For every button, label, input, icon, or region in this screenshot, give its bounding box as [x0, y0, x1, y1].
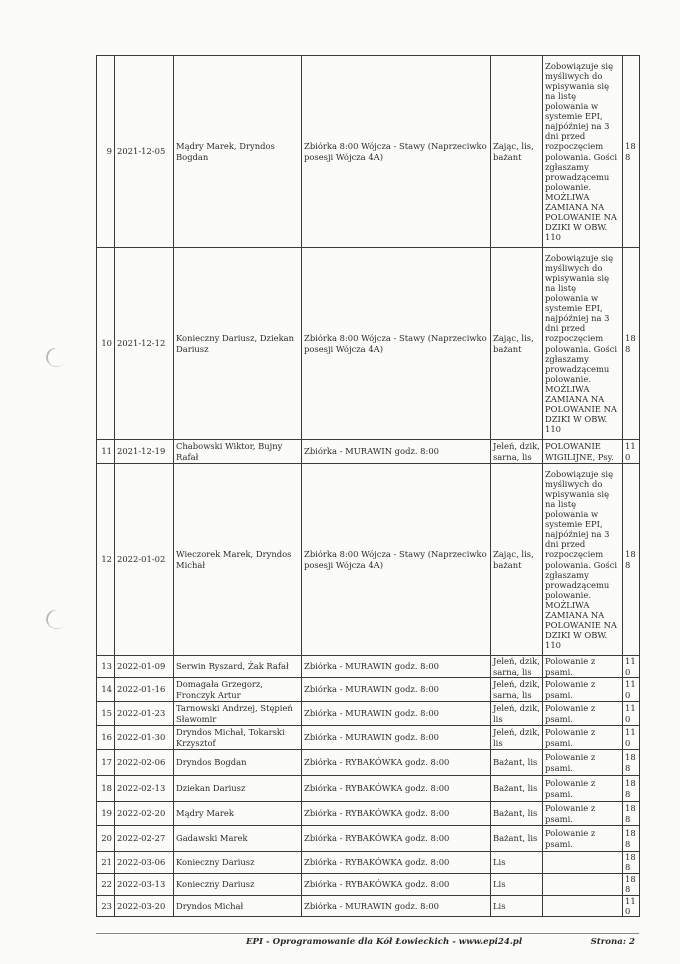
hunt-leaders: Dziekan Dariusz: [174, 776, 302, 802]
hunt-date: 2021-12-19: [115, 440, 174, 464]
page-number: Strona: 2: [590, 937, 635, 947]
meeting-point: Zbiórka - MURAWIN godz. 8:00: [302, 440, 491, 464]
hunt-notes: Polowanie z psami.: [543, 776, 623, 802]
game-species: Jeleń, dzik, sarna, lis: [491, 440, 543, 464]
meeting-point: Zbiórka - RYBAKÓWKA godz. 8:00: [302, 826, 491, 852]
hunt-notes: Polowanie z psami.: [543, 802, 623, 826]
table-row: [97, 440, 640, 464]
hunting-area: 188: [623, 802, 640, 826]
table-row: [97, 656, 640, 678]
row-number: 10: [97, 248, 115, 440]
hunt-notes: Zobowiązuje się myśliwych do wpisywania się na listę polowania w systemie EPI, najpóźniej na 3 dni przed rozpoczęciem polowania. Gości zgłaszamy prowadzącemu polowanie. MOŻLIWA ZAMIANA NA POLOWANIE NA DZIKI W OBW. 110: [543, 464, 623, 656]
game-species: Bażant, lis: [491, 802, 543, 826]
game-species: Zając, lis, bażant: [491, 248, 543, 440]
meeting-point: Zbiórka - RYBAKÓWKA godz. 8:00: [302, 776, 491, 802]
hunt-notes: Zobowiązuje się myśliwych do wpisywania się na listę polowania w systemie EPI, najpóźniej na 3 dni przed rozpoczęciem polowania. Gości zgłaszamy prowadzącemu polowanie. MOŻLIWA ZAMIANA NA POLOWANIE NA DZIKI W OBW. 110: [543, 56, 623, 248]
table-row: [97, 56, 640, 248]
game-species: Jeleń, dzik, lis: [491, 702, 543, 726]
hunt-leaders: Mądry Marek, Dryndos Bogdan: [174, 56, 302, 248]
hunt-date: 2022-01-23: [115, 702, 174, 726]
game-species: Bażant, lis: [491, 750, 543, 776]
hunt-date: 2022-02-20: [115, 802, 174, 826]
meeting-point: Zbiórka 8:00 Wójcza - Stawy (Naprzeciwko posesji Wójcza 4A): [302, 248, 491, 440]
table-row: [97, 464, 640, 656]
row-number: 17: [97, 750, 115, 776]
hunt-leaders: Chabowski Wiktor, Bujny Rafał: [174, 440, 302, 464]
row-number: 23: [97, 895, 115, 917]
table-row: [97, 895, 640, 917]
meeting-point: Zbiórka - RYBAKÓWKA godz. 8:00: [302, 750, 491, 776]
hunt-date: 2021-12-12: [115, 248, 174, 440]
meeting-point: Zbiórka 8:00 Wójcza - Stawy (Naprzeciwko posesji Wójcza 4A): [302, 56, 491, 248]
hunting-area: 188: [623, 56, 640, 248]
row-number: 16: [97, 726, 115, 750]
hunt-notes: Polowanie z psami.: [543, 726, 623, 750]
hunting-area: 188: [623, 750, 640, 776]
row-number: 14: [97, 678, 115, 702]
hunt-notes: [543, 895, 623, 917]
hunt-date: 2022-01-02: [115, 464, 174, 656]
meeting-point: Zbiórka - MURAWIN godz. 8:00: [302, 678, 491, 702]
hunt-leaders: Gadawski Marek: [174, 826, 302, 852]
meeting-point: Zbiórka - RYBAKÓWKA godz. 8:00: [302, 873, 491, 895]
meeting-point: Zbiórka - RYBAKÓWKA godz. 8:00: [302, 802, 491, 826]
hunt-date: 2022-02-06: [115, 750, 174, 776]
row-number: 15: [97, 702, 115, 726]
game-species: Lis: [491, 895, 543, 917]
row-number: 11: [97, 440, 115, 464]
hunting-area: 188: [623, 873, 640, 895]
meeting-point: Zbiórka - MURAWIN godz. 8:00: [302, 702, 491, 726]
hunting-area: 188: [623, 852, 640, 874]
game-species: Jeleń, dzik, sarna, lis: [491, 678, 543, 702]
page-footer: [96, 933, 639, 948]
row-number: 12: [97, 464, 115, 656]
game-species: Bażant, lis: [491, 826, 543, 852]
hunting-area: 110: [623, 656, 640, 678]
punch-hole-mark: [43, 607, 68, 632]
hunting-area: 110: [623, 895, 640, 917]
hunt-leaders: Mądry Marek: [174, 802, 302, 826]
table-row: [97, 873, 640, 895]
game-species: Zając, lis, bażant: [491, 464, 543, 656]
hunting-area: 188: [623, 776, 640, 802]
meeting-point: Zbiórka 8:00 Wójcza - Stawy (Naprzeciwko posesji Wójcza 4A): [302, 464, 491, 656]
meeting-point: Zbiórka - RYBAKÓWKA godz. 8:00: [302, 852, 491, 874]
meeting-point: Zbiórka - MURAWIN godz. 8:00: [302, 726, 491, 750]
hunt-notes: [543, 852, 623, 874]
hunting-area: 110: [623, 678, 640, 702]
game-species: Zając, lis, bażant: [491, 56, 543, 248]
hunt-notes: Zobowiązuje się myśliwych do wpisywania się na listę polowania w systemie EPI, najpóźniej na 3 dni przed rozpoczęciem polowania. Gości zgłaszamy prowadzącemu polowanie. MOŻLIWA ZAMIANA NA POLOWANIE NA DZIKI W OBW. 110: [543, 248, 623, 440]
game-species: Jeleń, dzik, lis: [491, 726, 543, 750]
table-row: [97, 852, 640, 874]
hunt-leaders: Dryndos Michał: [174, 895, 302, 917]
hunt-leaders: Tarnowski Andrzej, Stępień Sławomir: [174, 702, 302, 726]
row-number: 9: [97, 56, 115, 248]
game-species: Lis: [491, 873, 543, 895]
row-number: 19: [97, 802, 115, 826]
game-species: Lis: [491, 852, 543, 874]
hunt-notes: Polowanie z psami.: [543, 826, 623, 852]
meeting-point: Zbiórka - MURAWIN godz. 8:00: [302, 656, 491, 678]
table-row: [97, 726, 640, 750]
hunt-leaders: Wieczorek Marek, Dryndos Michał: [174, 464, 302, 656]
hunt-date: 2021-12-05: [115, 56, 174, 248]
hunt-leaders: Dryndos Bogdan: [174, 750, 302, 776]
hunt-notes: Polowanie z psami.: [543, 678, 623, 702]
hunt-date: 2022-02-13: [115, 776, 174, 802]
punch-hole-mark: [43, 345, 68, 370]
hunt-date: 2022-03-13: [115, 873, 174, 895]
hunting-area: 110: [623, 726, 640, 750]
table-row: [97, 750, 640, 776]
hunt-date: 2022-01-09: [115, 656, 174, 678]
row-number: 13: [97, 656, 115, 678]
hunting-area: 188: [623, 248, 640, 440]
hunt-date: 2022-03-06: [115, 852, 174, 874]
table-row: [97, 776, 640, 802]
game-species: Bażant, lis: [491, 776, 543, 802]
hunt-date: 2022-01-16: [115, 678, 174, 702]
meeting-point: Zbiórka - MURAWIN godz. 8:00: [302, 895, 491, 917]
hunt-leaders: Konieczny Dariusz: [174, 873, 302, 895]
hunt-leaders: Konieczny Dariusz: [174, 852, 302, 874]
row-number: 20: [97, 826, 115, 852]
hunting-area: 188: [623, 464, 640, 656]
hunt-leaders: Serwin Ryszard, Żak Rafał: [174, 656, 302, 678]
table-row: [97, 702, 640, 726]
hunt-date: 2022-01-30: [115, 726, 174, 750]
game-species: Jeleń, dzik, sarna, lis: [491, 656, 543, 678]
table-row: [97, 678, 640, 702]
footer-credit: EPI - Oprogramowanie dla Kół Łowieckich - www.epi24.pl: [246, 937, 523, 947]
hunt-leaders: Konieczny Dariusz, Dziekan Dariusz: [174, 248, 302, 440]
row-number: 21: [97, 852, 115, 874]
row-number: 22: [97, 873, 115, 895]
table-row: [97, 802, 640, 826]
hunt-date: 2022-02-27: [115, 826, 174, 852]
table-row: [97, 248, 640, 440]
hunt-leaders: Dryndos Michał, Tokarski Krzysztof: [174, 726, 302, 750]
hunting-area: 110: [623, 440, 640, 464]
row-number: 18: [97, 776, 115, 802]
hunting-area: 110: [623, 702, 640, 726]
hunt-notes: Polowanie z psami.: [543, 750, 623, 776]
hunt-notes: Polowanie z psami.: [543, 702, 623, 726]
hunt-leaders: Domagała Grzegorz, Fronczyk Artur: [174, 678, 302, 702]
hunt-notes: Polowanie z psami.: [543, 656, 623, 678]
hunt-schedule-table: [96, 55, 640, 917]
hunt-notes: POLOWANIE WIGILIJNE, Psy.: [543, 440, 623, 464]
hunt-date: 2022-03-20: [115, 895, 174, 917]
table-row: [97, 826, 640, 852]
hunt-notes: [543, 873, 623, 895]
hunting-area: 188: [623, 826, 640, 852]
